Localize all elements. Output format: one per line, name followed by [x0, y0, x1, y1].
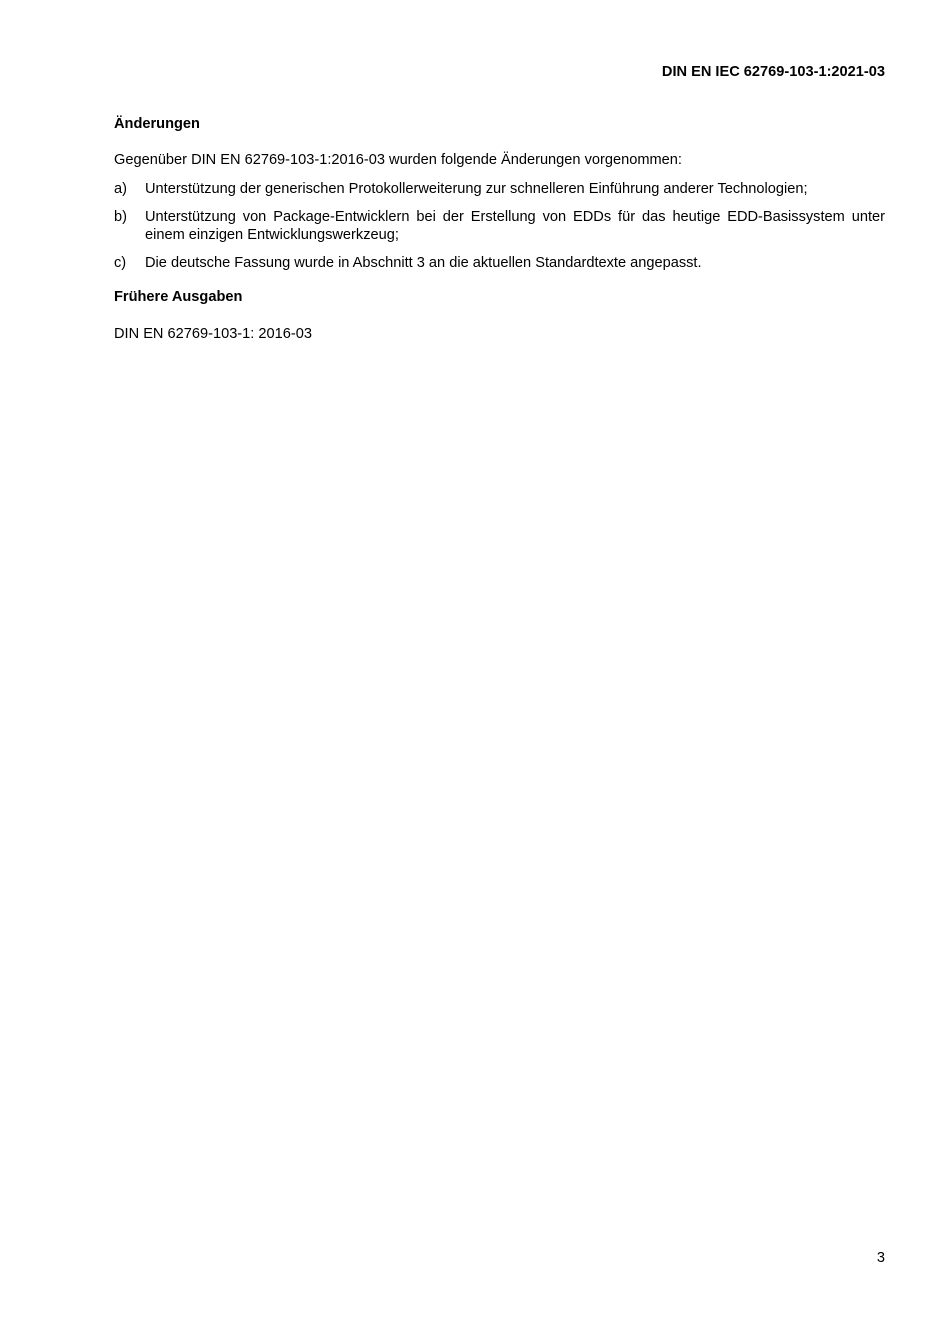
document-header-id: DIN EN IEC 62769-103-1:2021-03	[661, 64, 885, 80]
list-item-text: Unterstützung der generischen Protokollerweiterung zur schnelleren Einführung anderer Technologien;	[145, 181, 808, 197]
list-item-text: Die deutsche Fassung wurde in Abschnitt 3 an die aktuellen Standardtexte angepasst.	[145, 255, 702, 271]
earlier-editions-heading: Frühere Ausgaben	[114, 289, 243, 305]
list-item	[114, 254, 885, 272]
list-marker: b)	[114, 209, 127, 225]
changes-intro: Gegenüber DIN EN 62769-103-1:2016-03 wurden folgende Änderungen vorgenommen:	[114, 152, 682, 168]
list-item	[114, 180, 885, 198]
list-marker: a)	[114, 181, 127, 197]
page-number: 3	[876, 1250, 885, 1266]
list-item-text: Unterstützung von Package-Entwicklern bei der Erstellung von EDDs für das heutige EDD-Basissystem unter einem einzigen Entwicklungswerkzeug;	[145, 209, 885, 243]
changes-heading: Änderungen	[114, 116, 200, 132]
earlier-editions-text: DIN EN 62769-103-1: 2016-03	[114, 326, 312, 342]
changes-list	[114, 180, 885, 272]
list-marker: c)	[114, 255, 127, 271]
list-item	[114, 208, 885, 244]
page-content	[114, 115, 885, 343]
